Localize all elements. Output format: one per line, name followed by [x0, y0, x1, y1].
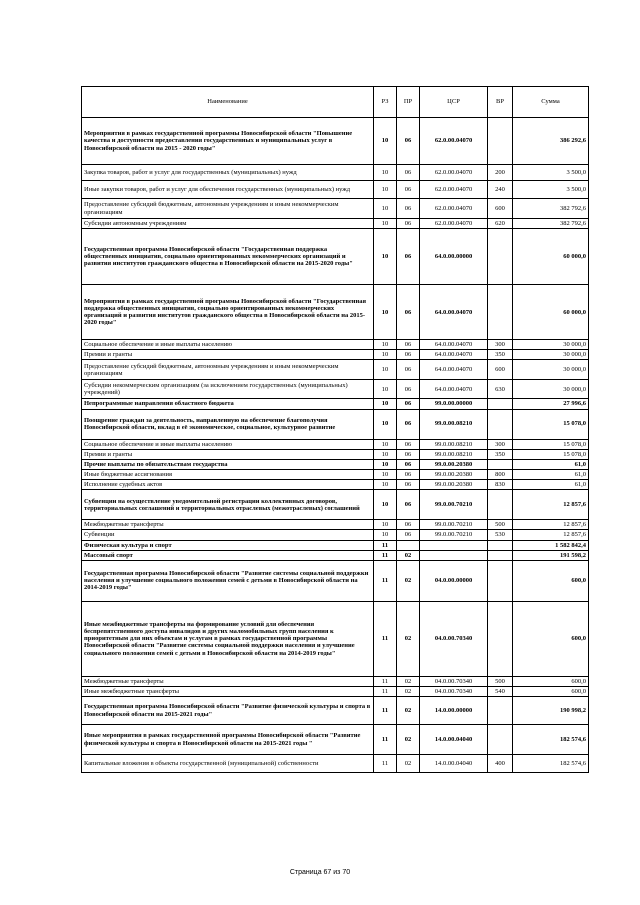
table-row	[82, 409, 589, 439]
cell-pr: 06	[397, 229, 420, 285]
cell-pr: 06	[397, 380, 420, 399]
cell-name: Исполнение судебных актов	[82, 480, 374, 490]
cell-csr: 99.0.00.08210	[420, 439, 488, 449]
cell-csr: 99.0.00.20380	[420, 459, 488, 469]
cell-vr: 600	[488, 360, 513, 380]
cell-pr: 06	[397, 350, 420, 360]
cell-vr: 350	[488, 350, 513, 360]
cell-sum: 27 996,6	[513, 399, 589, 409]
cell-csr: 99.0.00.70210	[420, 530, 488, 540]
cell-rz: 11	[374, 560, 397, 601]
cell-sum: 12 857,6	[513, 490, 589, 520]
cell-rz: 10	[374, 480, 397, 490]
cell-vr: 200	[488, 165, 513, 181]
cell-sum: 61,0	[513, 480, 589, 490]
table-row	[82, 520, 589, 530]
table-row	[82, 181, 589, 199]
cell-csr: 14.0.00.04040	[420, 755, 488, 773]
table-row	[82, 340, 589, 350]
cell-rz: 11	[374, 601, 397, 676]
cell-rz: 10	[374, 469, 397, 479]
cell-sum: 61,0	[513, 459, 589, 469]
cell-rz: 10	[374, 285, 397, 340]
cell-vr	[488, 725, 513, 755]
table-row	[82, 229, 589, 285]
cell-name: Физическая культура и спорт	[82, 540, 374, 550]
cell-csr: 99.0.00.08210	[420, 409, 488, 439]
cell-vr: 350	[488, 449, 513, 459]
header-sum: Сумма	[513, 87, 589, 118]
cell-sum: 61,0	[513, 469, 589, 479]
table-body	[82, 118, 589, 773]
cell-csr: 62.0.00.04070	[420, 219, 488, 229]
cell-name: Капитальные вложения в объекты государственной (муниципальной) собственности	[82, 755, 374, 773]
table-row	[82, 439, 589, 449]
cell-name: Государственная программа Новосибирской области "Развитие физической культуры и спорта в Новосибирской области на 2015-2021 годы"	[82, 697, 374, 725]
table-header-row	[82, 87, 589, 118]
cell-pr: 06	[397, 165, 420, 181]
cell-vr: 300	[488, 439, 513, 449]
cell-pr: 06	[397, 199, 420, 219]
cell-name: Поощрение граждан за деятельность, направленную на обеспечение благополучия Новосибирской области, вклад в её экономическое, социальное, культурное развитие	[82, 409, 374, 439]
budget-table	[81, 86, 589, 773]
cell-csr: 99.0.00.00000	[420, 399, 488, 409]
table-row	[82, 530, 589, 540]
table-row	[82, 459, 589, 469]
cell-sum: 60 000,0	[513, 285, 589, 340]
cell-pr: 06	[397, 409, 420, 439]
cell-csr: 62.0.00.04070	[420, 199, 488, 219]
cell-sum: 182 574,6	[513, 725, 589, 755]
table-row	[82, 676, 589, 686]
cell-sum: 12 857,6	[513, 530, 589, 540]
cell-sum: 15 078,0	[513, 409, 589, 439]
cell-sum: 15 078,0	[513, 449, 589, 459]
cell-csr: 04.0.00.00000	[420, 560, 488, 601]
cell-sum: 3 500,0	[513, 181, 589, 199]
table-row	[82, 219, 589, 229]
cell-vr: 830	[488, 480, 513, 490]
cell-csr: 64.0.00.00000	[420, 229, 488, 285]
cell-rz: 11	[374, 725, 397, 755]
cell-csr: 62.0.00.04070	[420, 118, 488, 165]
cell-rz: 11	[374, 676, 397, 686]
cell-vr: 540	[488, 686, 513, 696]
table-row	[82, 165, 589, 181]
cell-vr	[488, 540, 513, 550]
cell-rz: 10	[374, 199, 397, 219]
cell-sum: 30 000,0	[513, 380, 589, 399]
cell-rz: 10	[374, 520, 397, 530]
cell-rz: 10	[374, 181, 397, 199]
cell-pr: 06	[397, 399, 420, 409]
cell-vr: 240	[488, 181, 513, 199]
cell-name: Иные межбюджетные трансферты	[82, 686, 374, 696]
cell-csr: 62.0.00.04070	[420, 181, 488, 199]
cell-sum: 600,0	[513, 686, 589, 696]
cell-csr: 99.0.00.20380	[420, 480, 488, 490]
table-row	[82, 601, 589, 676]
cell-sum: 386 292,6	[513, 118, 589, 165]
cell-name: Непрограммные направления областного бюджета	[82, 399, 374, 409]
table-row	[82, 560, 589, 601]
cell-pr: 02	[397, 686, 420, 696]
cell-pr: 06	[397, 449, 420, 459]
cell-rz: 10	[374, 360, 397, 380]
cell-csr: 64.0.00.04070	[420, 380, 488, 399]
table-row	[82, 469, 589, 479]
cell-rz: 10	[374, 439, 397, 449]
cell-rz: 11	[374, 697, 397, 725]
cell-pr: 02	[397, 697, 420, 725]
cell-vr: 530	[488, 530, 513, 540]
cell-vr: 630	[488, 380, 513, 399]
cell-vr	[488, 118, 513, 165]
table-row	[82, 697, 589, 725]
cell-sum: 382 792,6	[513, 219, 589, 229]
cell-name: Субсидии некоммерческим организациям (за исключением государственных (муниципальных) учреждений)	[82, 380, 374, 399]
cell-rz: 10	[374, 118, 397, 165]
table-row	[82, 490, 589, 520]
header-vr: ВР	[488, 87, 513, 118]
cell-sum: 600,0	[513, 601, 589, 676]
cell-rz: 10	[374, 229, 397, 285]
cell-pr: 06	[397, 480, 420, 490]
cell-sum: 15 078,0	[513, 439, 589, 449]
cell-name: Социальное обеспечение и иные выплаты населению	[82, 439, 374, 449]
table-row	[82, 399, 589, 409]
cell-sum: 600,0	[513, 676, 589, 686]
cell-name: Предоставление субсидий бюджетным, автономным учреждениям и иным некоммерческим организациям	[82, 199, 374, 219]
cell-sum: 30 000,0	[513, 360, 589, 380]
cell-rz: 10	[374, 165, 397, 181]
cell-pr: 02	[397, 755, 420, 773]
cell-vr	[488, 399, 513, 409]
cell-pr: 06	[397, 181, 420, 199]
cell-rz: 11	[374, 540, 397, 550]
cell-name: Иные закупки товаров, работ и услуг для обеспечения государственных (муниципальных) нужд	[82, 181, 374, 199]
cell-name: Мероприятия в рамках государственной программы Новосибирской области "Государственная поддержка общественных инициатив, социально ориентированных некоммерческих организаций и развития институтов гражданского общества в Новосибирской области на 2015-2020 годы"	[82, 285, 374, 340]
cell-name: Иные мероприятия в рамках государственной программы Новосибирской области "Развитие физической культуры и спорта в Новосибирской области на 2015-2021 годы "	[82, 725, 374, 755]
cell-sum: 30 000,0	[513, 340, 589, 350]
cell-name: Субсидии автономным учреждениям	[82, 219, 374, 229]
cell-name: Премии и гранты	[82, 350, 374, 360]
cell-name: Мероприятия в рамках государственной программы Новосибирской области "Повышение качества и доступности предоставления государственных и муниципальных услуг в Новосибирской области на 2015 - 2020 годы"	[82, 118, 374, 165]
cell-rz: 10	[374, 380, 397, 399]
cell-rz: 10	[374, 530, 397, 540]
table-row	[82, 285, 589, 340]
cell-rz: 11	[374, 755, 397, 773]
cell-rz: 11	[374, 686, 397, 696]
table-row	[82, 725, 589, 755]
cell-pr: 06	[397, 459, 420, 469]
cell-pr: 02	[397, 550, 420, 560]
table-row	[82, 350, 589, 360]
cell-vr	[488, 459, 513, 469]
cell-pr: 06	[397, 469, 420, 479]
cell-sum: 182 574,6	[513, 755, 589, 773]
cell-name: Иные бюджетные ассигнования	[82, 469, 374, 479]
cell-csr: 04.0.00.70340	[420, 676, 488, 686]
cell-pr: 02	[397, 725, 420, 755]
cell-rz: 10	[374, 459, 397, 469]
cell-name: Премии и гранты	[82, 449, 374, 459]
cell-pr: 06	[397, 340, 420, 350]
cell-vr	[488, 409, 513, 439]
table-row	[82, 360, 589, 380]
table-row	[82, 380, 589, 399]
cell-name: Социальное обеспечение и иные выплаты населению	[82, 340, 374, 350]
cell-vr: 800	[488, 469, 513, 479]
cell-rz: 10	[374, 219, 397, 229]
cell-vr: 300	[488, 340, 513, 350]
table-row	[82, 480, 589, 490]
cell-sum: 12 857,6	[513, 520, 589, 530]
cell-name: Государственная программа Новосибирской области "Государственная поддержка общественных инициатив, социально ориентированных некоммерческих организаций и развития институтов гражданского общества в Новосибирской области на 2015-2020 годы"	[82, 229, 374, 285]
cell-name: Предоставление субсидий бюджетным, автономным учреждениям и иным некоммерческим организациям	[82, 360, 374, 380]
table-row	[82, 755, 589, 773]
table-row	[82, 449, 589, 459]
cell-csr: 99.0.00.08210	[420, 449, 488, 459]
page-number: Страница 67 из 70	[289, 869, 351, 876]
cell-pr: 06	[397, 530, 420, 540]
cell-pr: 06	[397, 520, 420, 530]
cell-rz: 10	[374, 490, 397, 520]
cell-rz: 10	[374, 340, 397, 350]
cell-csr: 04.0.00.70340	[420, 601, 488, 676]
cell-name: Государственная программа Новосибирской области "Развитие системы социальной поддержки населения и улучшение социального положения семей с детьми в Новосибирской области на 2014-2019 годы"	[82, 560, 374, 601]
cell-vr	[488, 550, 513, 560]
cell-rz: 10	[374, 449, 397, 459]
cell-rz: 10	[374, 350, 397, 360]
cell-vr: 400	[488, 755, 513, 773]
cell-sum: 600,0	[513, 560, 589, 601]
table-row	[82, 686, 589, 696]
cell-vr	[488, 697, 513, 725]
cell-csr: 99.0.00.70210	[420, 520, 488, 530]
header-name: Наименование	[82, 87, 374, 118]
table-row	[82, 118, 589, 165]
cell-csr: 64.0.00.04070	[420, 350, 488, 360]
cell-pr: 02	[397, 676, 420, 686]
cell-vr	[488, 601, 513, 676]
cell-name: Закупка товаров, работ и услуг для государственных (муниципальных) нужд	[82, 165, 374, 181]
cell-csr: 64.0.00.04070	[420, 360, 488, 380]
cell-csr	[420, 540, 488, 550]
cell-sum: 1 582 842,4	[513, 540, 589, 550]
cell-pr: 06	[397, 439, 420, 449]
cell-csr: 99.0.00.70210	[420, 490, 488, 520]
cell-sum: 30 000,0	[513, 350, 589, 360]
cell-pr	[397, 540, 420, 550]
cell-csr: 14.0.00.00000	[420, 697, 488, 725]
cell-vr: 500	[488, 520, 513, 530]
cell-sum: 191 598,2	[513, 550, 589, 560]
cell-sum: 190 998,2	[513, 697, 589, 725]
cell-name: Межбюджетные трансферты	[82, 676, 374, 686]
cell-rz: 11	[374, 550, 397, 560]
cell-vr: 600	[488, 199, 513, 219]
cell-sum: 382 792,6	[513, 199, 589, 219]
cell-name: Прочие выплаты по обязательствам государства	[82, 459, 374, 469]
cell-csr: 62.0.00.04070	[420, 165, 488, 181]
cell-csr: 64.0.00.04070	[420, 340, 488, 350]
cell-pr: 06	[397, 285, 420, 340]
cell-rz: 10	[374, 409, 397, 439]
cell-name: Иные межбюджетные трансферты на формирование условий для обеспечения беспрепятственного доступа инвалидов и других маломобильных групп населения к приоритетным для них объектам и услугам в рамках государственной программы Новосибирской области "Развитие системы социальной поддержки населения и улучшение социального положения семей с детьми в Новосибирской области на 2014-2019 годы"	[82, 601, 374, 676]
cell-vr: 620	[488, 219, 513, 229]
cell-name: Субвенции на осуществление уведомительной регистрации коллективных договоров, территориальных соглашений и территориальных отраслевых (межотраслевых) соглашений	[82, 490, 374, 520]
cell-pr: 06	[397, 118, 420, 165]
cell-name: Массовый спорт	[82, 550, 374, 560]
cell-vr	[488, 490, 513, 520]
header-pr: ПР	[397, 87, 420, 118]
cell-vr	[488, 285, 513, 340]
cell-name: Субвенции	[82, 530, 374, 540]
cell-pr: 06	[397, 490, 420, 520]
cell-pr: 02	[397, 601, 420, 676]
table-row	[82, 550, 589, 560]
cell-pr: 02	[397, 560, 420, 601]
cell-csr	[420, 550, 488, 560]
cell-csr: 04.0.00.70340	[420, 686, 488, 696]
cell-sum: 60 000,0	[513, 229, 589, 285]
cell-vr: 500	[488, 676, 513, 686]
cell-csr: 14.0.00.04040	[420, 725, 488, 755]
cell-sum: 3 500,0	[513, 165, 589, 181]
cell-pr: 06	[397, 360, 420, 380]
cell-vr	[488, 229, 513, 285]
table-row	[82, 199, 589, 219]
cell-csr: 99.0.00.20380	[420, 469, 488, 479]
cell-csr: 64.0.00.04070	[420, 285, 488, 340]
cell-rz: 10	[374, 399, 397, 409]
header-csr: ЦСР	[420, 87, 488, 118]
header-rz: РЗ	[374, 87, 397, 118]
cell-name: Межбюджетные трансферты	[82, 520, 374, 530]
cell-pr: 06	[397, 219, 420, 229]
cell-vr	[488, 560, 513, 601]
table-row	[82, 540, 589, 550]
